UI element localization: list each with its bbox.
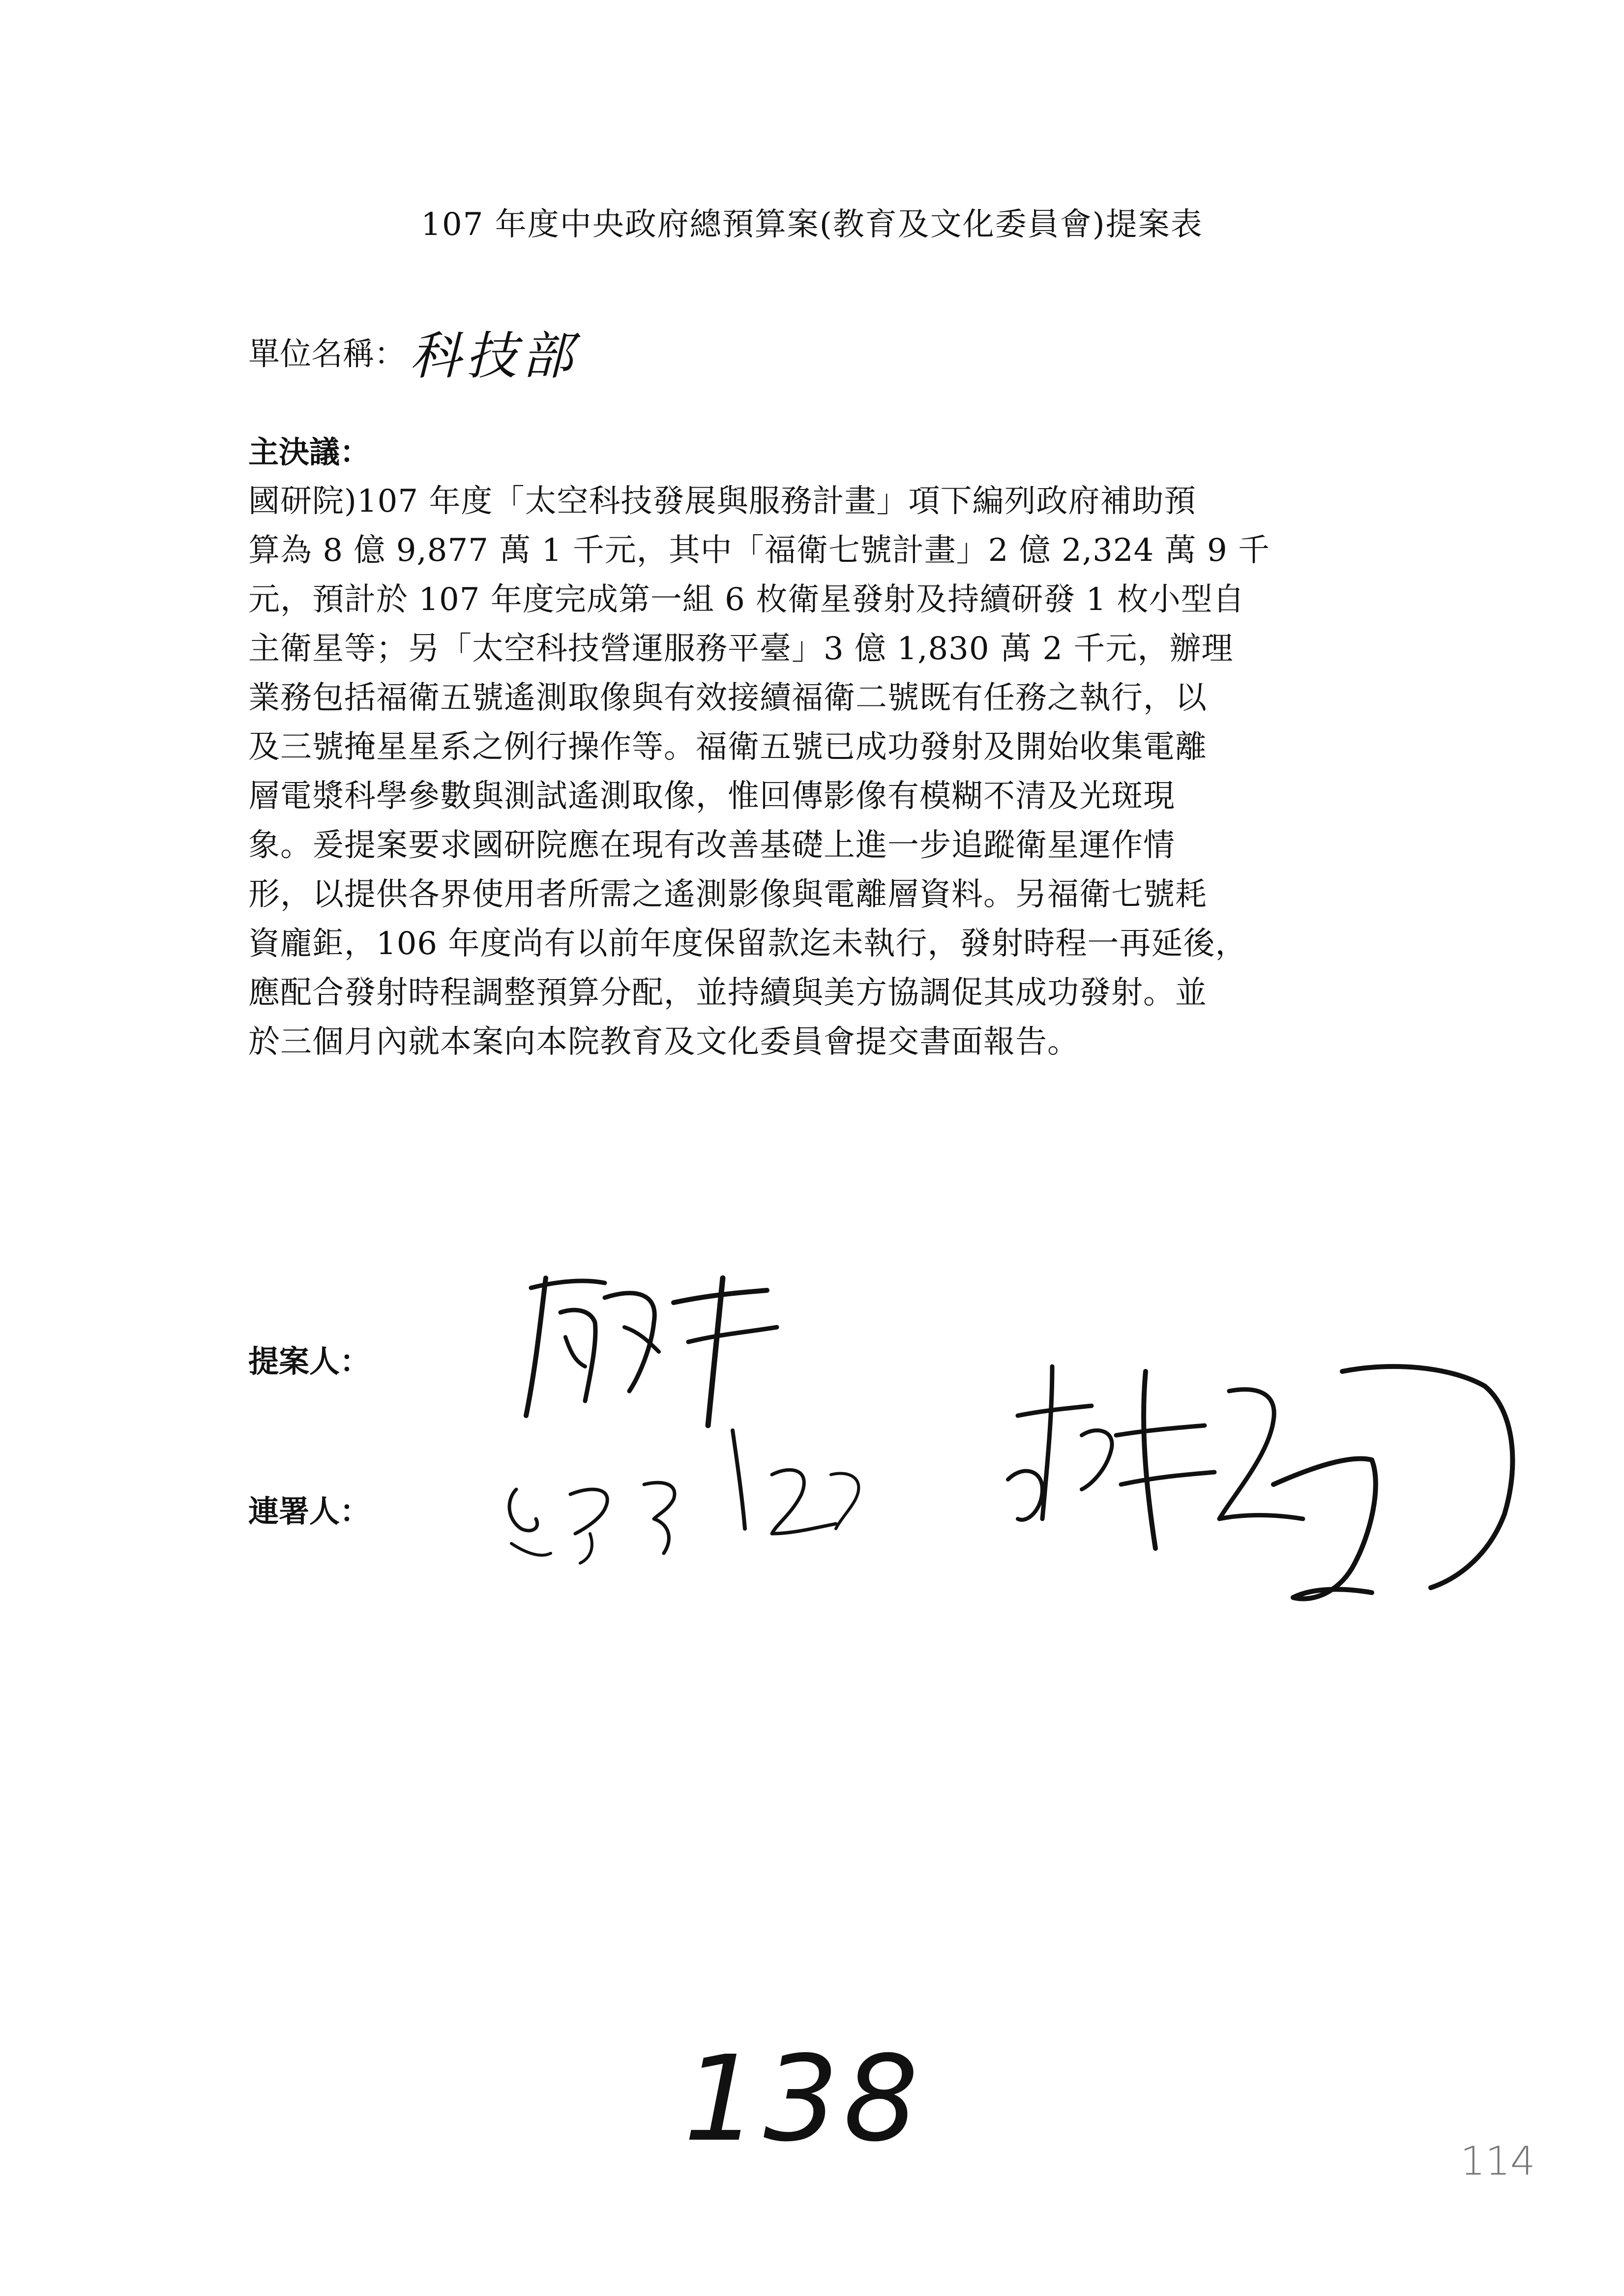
resolution-line: 應配合發射時程調整預算分配，並持續與美方協調促其成功發射。並 bbox=[248, 975, 1207, 1011]
resolution-heading: 主決議： bbox=[248, 434, 371, 470]
page-title: 107 年度中央政府總預算案(教育及文化委員會)提案表 bbox=[421, 206, 1203, 243]
resolution-line: 業務包括福衛五號遙測取像與有效接續福衛二號既有任務之執行，以 bbox=[248, 680, 1207, 716]
page-number: 138 bbox=[683, 2030, 924, 2168]
resolution-line: 國研院)107 年度「太空科技發展與服務計畫」項下編列政府補助預 bbox=[248, 483, 1196, 520]
resolution-line: 資龐鉅，106 年度尚有以前年度保留款迄未執行，發射時程一再延後， bbox=[248, 926, 1247, 962]
unit-label: 單位名稱： bbox=[248, 336, 406, 373]
proposer-signature bbox=[511, 1268, 787, 1430]
resolution-line: 元，預計於 107 年度完成第一組 6 枚衛星發射及持續研發 1 枚小型自 bbox=[248, 581, 1245, 618]
proposer-label: 提案人： bbox=[248, 1343, 371, 1379]
resolution-line: 層電漿科學參數與測試遙測取像，惟回傳影像有模糊不清及光斑現 bbox=[248, 778, 1175, 814]
resolution-line: 象。爰提案要求國研院應在現有改善基礎上進一步追蹤衛星運作情 bbox=[248, 827, 1175, 864]
resolution-line: 主衛星等；另「太空科技營運服務平臺」3 億 1,830 萬 2 千元，辦理 bbox=[248, 631, 1234, 667]
resolution-body bbox=[248, 477, 1389, 1067]
resolution-line: 及三號掩星星系之例行操作等。福衛五號已成功發射及開始收集電離 bbox=[248, 729, 1207, 765]
resolution-line: 形，以提供各界使用者所需之遙測影像與電離層資料。另福衛七號耗 bbox=[248, 876, 1207, 913]
resolution-line: 算為 8 億 9,877 萬 1 千元，其中「福衛七號計畫」2 億 2,324 萬 9 千 bbox=[248, 532, 1270, 569]
corner-number: 114 bbox=[1460, 2138, 1535, 2184]
cosigner-signature-1 bbox=[497, 1411, 890, 1568]
cosigner-label: 連署人： bbox=[248, 1493, 371, 1529]
cosigner-signature-2 bbox=[998, 1357, 1529, 1627]
resolution-line: 於三個月內就本案向本院教育及文化委員會提交書面報告。 bbox=[248, 1024, 1079, 1060]
unit-value: 科技部 bbox=[410, 326, 578, 386]
unit-line bbox=[248, 315, 578, 388]
